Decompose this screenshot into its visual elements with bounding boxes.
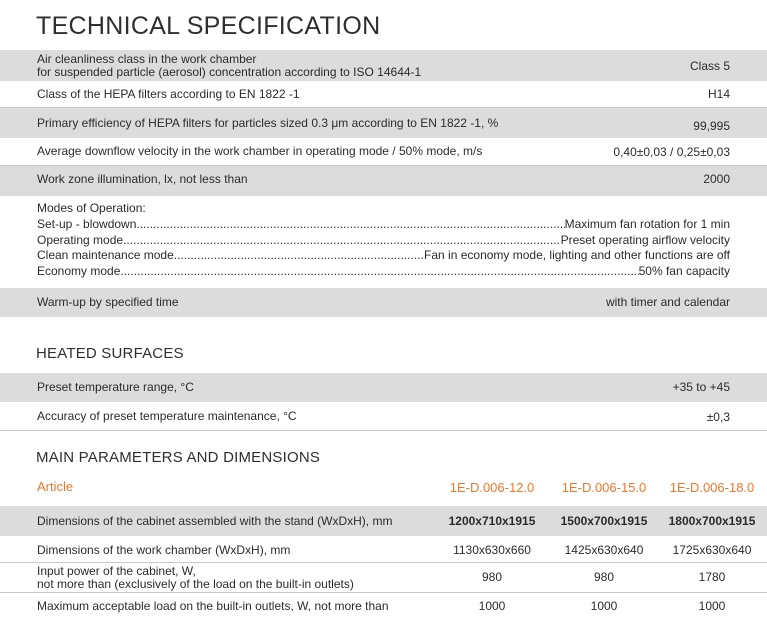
section-heading-main: MAIN PARAMETERS AND DIMENSIONS: [36, 449, 321, 466]
param-row-input-power: [0, 563, 767, 593]
spec-row-downflow: [0, 138, 767, 166]
param-value: 1000: [590, 599, 618, 613]
spec-value: 0,40±0,03 / 0,25±0,03: [613, 145, 730, 159]
spec-value: ±0,3: [706, 410, 730, 424]
article-code: 1E-D.006-18.0: [669, 480, 755, 495]
param-row-max-load: [0, 593, 767, 619]
heated-row-accuracy: [0, 402, 767, 431]
spec-value: with timer and calendar: [605, 295, 730, 309]
spec-value: +35 to +45: [672, 380, 730, 394]
param-value: 1500x700x1915: [560, 514, 648, 528]
spec-label: Work zone illumination, lx, not less than: [37, 172, 248, 186]
param-label: Maximum acceptable load on the built-in outlets, W, not more than: [37, 599, 389, 613]
param-label: Dimensions of the cabinet assembled with the stand (WxDxH), mm: [37, 514, 393, 528]
spec-value: H14: [707, 87, 730, 101]
param-value: 980: [481, 570, 503, 584]
mode-item: Economy mode ..... 50% fan capacity: [37, 264, 730, 280]
spec-label: Warm-up by specified time: [37, 295, 179, 309]
param-value: 1200x710x1915: [448, 514, 536, 528]
spec-label: Primary efficiency of HEPA filters for particles sized 0.3 μm according to EN 1822 -1, %: [37, 116, 499, 130]
param-value: 1130x630x660: [453, 543, 531, 557]
modes-of-operation: [37, 201, 730, 280]
mode-item: Operating mode ..... Preset operating airflow velocity: [37, 233, 730, 249]
param-label: Input power of the cabinet, W, not more than (exclusively of the load on the built-in outlets): [37, 564, 354, 591]
section-heading-heated: HEATED SURFACES: [36, 345, 184, 362]
spec-row-warmup: [0, 288, 767, 317]
spec-label: Air cleanliness class in the work chamber for suspended particle (aerosol) concentration according to ISO 14644-1: [37, 52, 422, 79]
param-row-cabinet-dimensions: [0, 506, 767, 536]
spec-label: Average downflow velocity in the work chamber in operating mode / 50% mode, m/s: [37, 144, 483, 158]
spec-row-hepa-efficiency: [0, 108, 767, 138]
param-value: 1000: [698, 599, 726, 613]
mode-item: Clean maintenance mode ..... Fan in economy mode, lighting and other functions are off: [37, 248, 730, 264]
param-value: 980: [593, 570, 615, 584]
dot-leader: [123, 233, 561, 249]
spec-row-illumination: [0, 166, 767, 196]
dot-leader: [174, 248, 424, 264]
spec-row-air-cleanliness: [0, 50, 767, 81]
spec-value: Class 5: [689, 59, 730, 73]
spec-label: Preset temperature range, °C: [37, 380, 194, 394]
article-code: 1E-D.006-15.0: [561, 480, 647, 495]
param-value: 1000: [478, 599, 506, 613]
mode-item: Set-up - blowdown ..... Maximum fan rotation for 1 min: [37, 217, 730, 233]
article-code: 1E-D.006-12.0: [449, 480, 535, 495]
param-value: 1800x700x1915: [668, 514, 756, 528]
param-label: Dimensions of the work chamber (WxDxH), mm: [37, 543, 291, 557]
spec-label: Class of the HEPA filters according to EN 1822 -1: [37, 87, 300, 101]
modes-heading: Modes of Operation:: [37, 201, 146, 215]
param-value: 1725x630x640: [672, 543, 752, 557]
spec-row-hepa-class: [0, 81, 767, 108]
article-label: Article: [37, 479, 74, 494]
heated-row-range: [0, 373, 767, 402]
param-value: 1780: [698, 570, 726, 584]
dot-leader: [120, 264, 638, 280]
page-title: TECHNICAL SPECIFICATION: [36, 12, 381, 40]
param-value: 1425x630x640: [564, 543, 644, 557]
spec-value: 99,995: [693, 119, 730, 133]
spec-label: Accuracy of preset temperature maintenance, °C: [37, 409, 297, 423]
param-row-chamber-dimensions: [0, 536, 767, 563]
dot-leader: [136, 217, 564, 233]
spec-value: 2000: [703, 172, 730, 186]
